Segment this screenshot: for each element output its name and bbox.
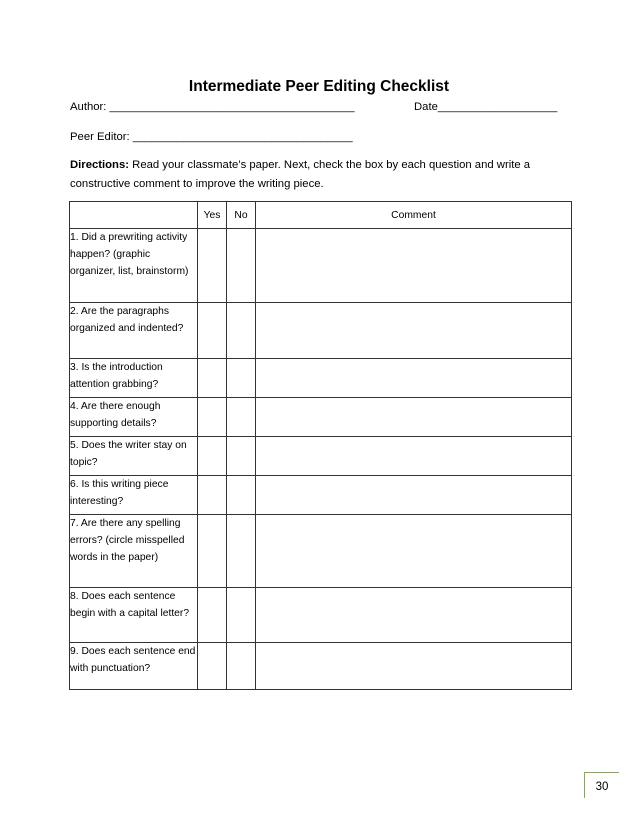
comment-cell[interactable] — [256, 515, 572, 588]
directions-label: Directions: — [70, 159, 130, 171]
question-cell: 9. Does each sentence end with punctuation? — [70, 643, 198, 690]
question-cell: 3. Is the introduction attention grabbing? — [70, 359, 198, 398]
question-cell: 2. Are the paragraphs organized and indented? — [70, 303, 198, 359]
table-header-row — [70, 202, 572, 229]
table-row — [70, 476, 572, 515]
yes-checkbox-cell[interactable] — [198, 398, 227, 437]
no-checkbox-cell[interactable] — [227, 643, 256, 690]
table-row — [70, 359, 572, 398]
yes-checkbox-cell[interactable] — [198, 359, 227, 398]
no-checkbox-cell[interactable] — [227, 303, 256, 359]
yes-checkbox-cell[interactable] — [198, 643, 227, 690]
comment-cell[interactable] — [256, 588, 572, 643]
directions-text-1: Read your classmate’s paper. Next, check the box by each question and write a — [129, 159, 531, 171]
no-checkbox-cell[interactable] — [227, 476, 256, 515]
no-checkbox-cell[interactable] — [227, 437, 256, 476]
no-checkbox-cell[interactable] — [227, 515, 256, 588]
yes-checkbox-cell[interactable] — [198, 437, 227, 476]
table-row — [70, 303, 572, 359]
comment-cell[interactable] — [256, 437, 572, 476]
yes-column-header: Yes — [198, 202, 227, 229]
date-field-line: Date___________________ — [414, 101, 558, 113]
no-checkbox-cell[interactable] — [227, 588, 256, 643]
peer-editor-field-line: Peer Editor: ___________________________________ — [70, 131, 353, 143]
author-field-line: Author: _______________________________________ — [70, 101, 355, 113]
directions-line-2: constructive comment to improve the writing piece. — [70, 178, 324, 190]
checklist-table — [69, 201, 572, 690]
question-cell: 1. Did a prewriting activity happen? (graphic organizer, list, brainstorm) — [70, 229, 198, 303]
page-title: Intermediate Peer Editing Checklist — [188, 78, 450, 95]
comment-cell[interactable] — [256, 229, 572, 303]
no-checkbox-cell[interactable] — [227, 359, 256, 398]
yes-checkbox-cell[interactable] — [198, 229, 227, 303]
yes-checkbox-cell[interactable] — [198, 303, 227, 359]
yes-checkbox-cell[interactable] — [198, 588, 227, 643]
comment-cell[interactable] — [256, 643, 572, 690]
table-row — [70, 515, 572, 588]
question-cell: 5. Does the writer stay on topic? — [70, 437, 198, 476]
table-row — [70, 643, 572, 690]
question-cell: 7. Are there any spelling errors? (circle misspelled words in the paper) — [70, 515, 198, 588]
no-checkbox-cell[interactable] — [227, 229, 256, 303]
table-row — [70, 229, 572, 303]
question-cell: 8. Does each sentence begin with a capital letter? — [70, 588, 198, 643]
table-row — [70, 588, 572, 643]
question-column-header — [70, 202, 198, 229]
comment-cell[interactable] — [256, 303, 572, 359]
yes-checkbox-cell[interactable] — [198, 515, 227, 588]
comment-cell[interactable] — [256, 476, 572, 515]
comment-column-header: Comment — [256, 202, 572, 229]
no-column-header: No — [227, 202, 256, 229]
table-row — [70, 398, 572, 437]
question-cell: 6. Is this writing piece interesting? — [70, 476, 198, 515]
table-row — [70, 437, 572, 476]
comment-cell[interactable] — [256, 359, 572, 398]
comment-cell[interactable] — [256, 398, 572, 437]
no-checkbox-cell[interactable] — [227, 398, 256, 437]
question-cell: 4. Are there enough supporting details? — [70, 398, 198, 437]
directions-line-1 — [70, 159, 530, 171]
yes-checkbox-cell[interactable] — [198, 476, 227, 515]
page-number: 30 — [584, 772, 619, 798]
